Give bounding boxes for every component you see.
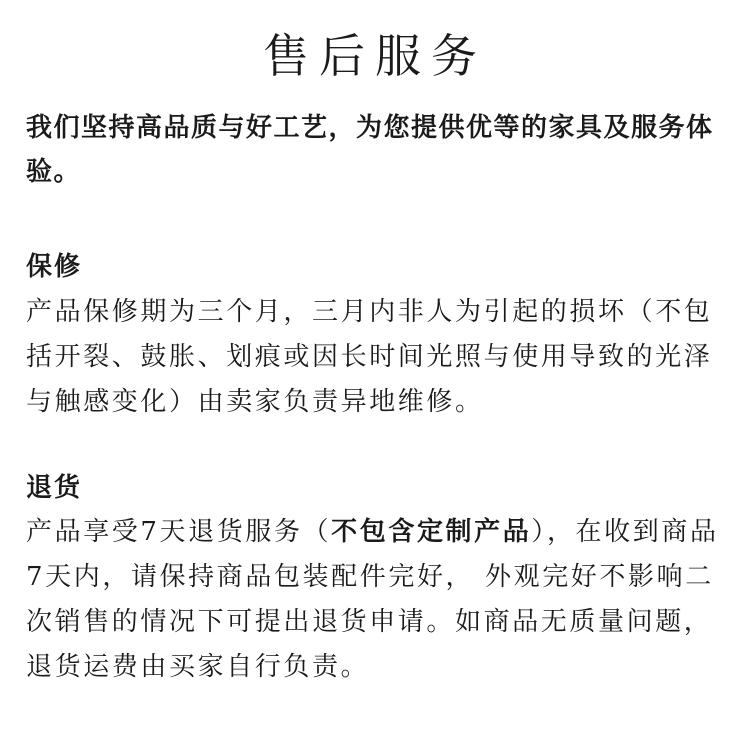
warranty-heading: 保修 — [26, 252, 83, 282]
returns-paragraph — [26, 510, 726, 690]
returns-heading: 退货 — [26, 473, 83, 503]
warranty-paragraph: 产品保修期为三个月，三月内非人为引起的损坏（不包括开裂、鼓胀、划痕或因长时间光照与使用导致的光泽与触感变化）由卖家负责异地维修。 — [26, 297, 713, 417]
page-title: 售后服务 — [263, 29, 487, 83]
returns-text-before: 产品享受7天退货服务（ — [26, 517, 332, 547]
returns-exclusion-emphasis: 不包含定制产品 — [331, 517, 532, 547]
intro-statement: 我们坚持高品质与好工艺，为您提供优等的家具及服务体验。 — [26, 113, 714, 187]
returns-text-after: ），在收到商品7天内，请保持商品包装配件完好， 外观完好不影响二次销售的情况下可提出退货申请。如商品无质量问题，退货运费由买家自行负责。 — [26, 517, 719, 682]
